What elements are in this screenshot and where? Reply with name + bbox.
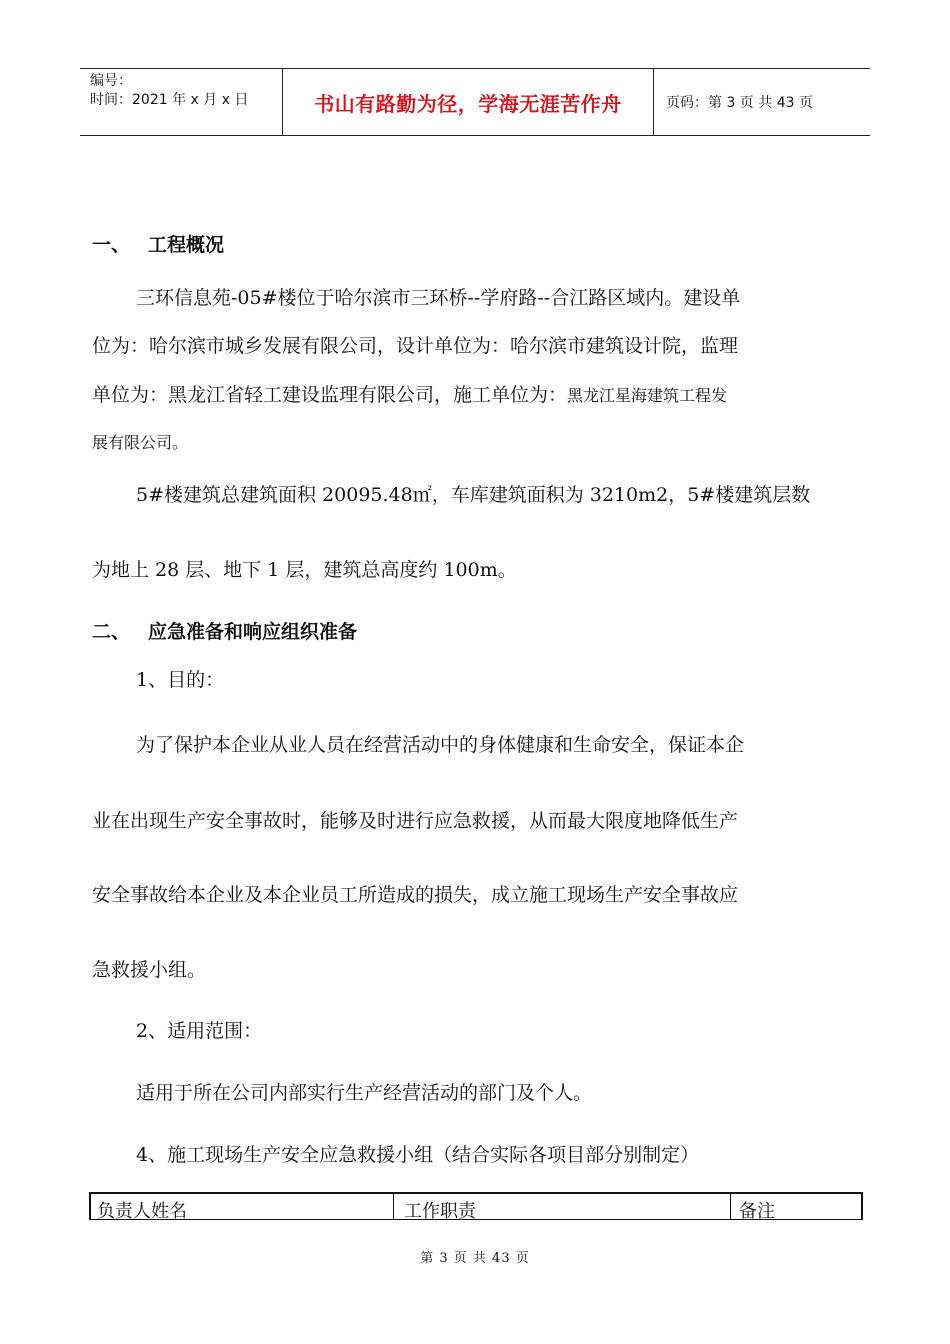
project-overview-line-3b: 黑龙江星海建筑工程发	[567, 386, 728, 405]
section-1-title: 工程概况	[148, 234, 225, 256]
purpose-line-1: 为了保护本企业从业人员在经营活动中的身体健康和生命安全，保证本企	[136, 734, 745, 756]
section-1-heading	[92, 230, 224, 257]
section-2-title: 应急准备和响应组织准备	[148, 621, 358, 643]
table-header-remark: 备注	[739, 1201, 775, 1222]
table-header-duty: 工作职责	[394, 1194, 731, 1219]
page-header	[80, 68, 870, 136]
purpose-line-4: 急救援小组。	[92, 959, 207, 981]
building-area-line-2: 为地上 28 层、地下 1 层，建筑总高度约 100m。	[92, 559, 517, 581]
rescue-team-table	[89, 1192, 863, 1220]
header-page-info: 页码：第 3 页 共 43 页	[666, 95, 813, 111]
document-date: 时间：2021 年 x 月 x 日	[90, 92, 249, 108]
project-overview-line-2: 位为：哈尔滨市城乡发展有限公司，设计单位为：哈尔滨市建筑设计院，监理	[92, 335, 739, 357]
project-overview-line-3	[92, 380, 727, 407]
header-motto: 书山有路勤为径，学海无涯苦作舟	[283, 69, 654, 135]
scope-text: 适用于所在公司内部实行生产经营活动的部门及个人。	[136, 1082, 593, 1104]
project-overview-line-1: 三环信息苑-05#楼位于哈尔滨市三环桥--学府路--合江路区域内。建设单	[136, 287, 741, 309]
building-area-line-1: 5#楼建筑总建筑面积 20095.48㎡，车库建筑面积为 3210m2，5#楼建筑层数	[136, 484, 811, 506]
page-footer: 第 3 页 共 43 页	[420, 1251, 530, 1266]
project-overview-line-3a: 单位为：黑龙江省轻工建设监理有限公司，施工单位为：	[92, 384, 568, 406]
header-meta	[80, 69, 283, 135]
section-2-number: 二、	[92, 621, 131, 643]
scope-label: 2、适用范围：	[136, 1020, 263, 1042]
section-1-number: 一、	[92, 234, 131, 256]
section-2-heading	[92, 617, 357, 644]
project-overview-line-4: 展有限公司。	[92, 433, 189, 452]
purpose-line-3: 安全事故给本企业及本企业员工所造成的损失，成立施工现场生产安全事故应	[92, 884, 739, 906]
rescue-team-label: 4、施工现场生产安全应急救援小组（结合实际各项目部分别制定）	[136, 1144, 700, 1166]
purpose-label: 1、目的：	[136, 669, 225, 691]
document-number-label: 编号：	[90, 73, 132, 89]
purpose-line-2: 业在出现生产安全事故时，能够及时进行应急救援，从而最大限度地降低生产	[92, 810, 739, 832]
table-header-name: 负责人姓名	[91, 1194, 394, 1219]
